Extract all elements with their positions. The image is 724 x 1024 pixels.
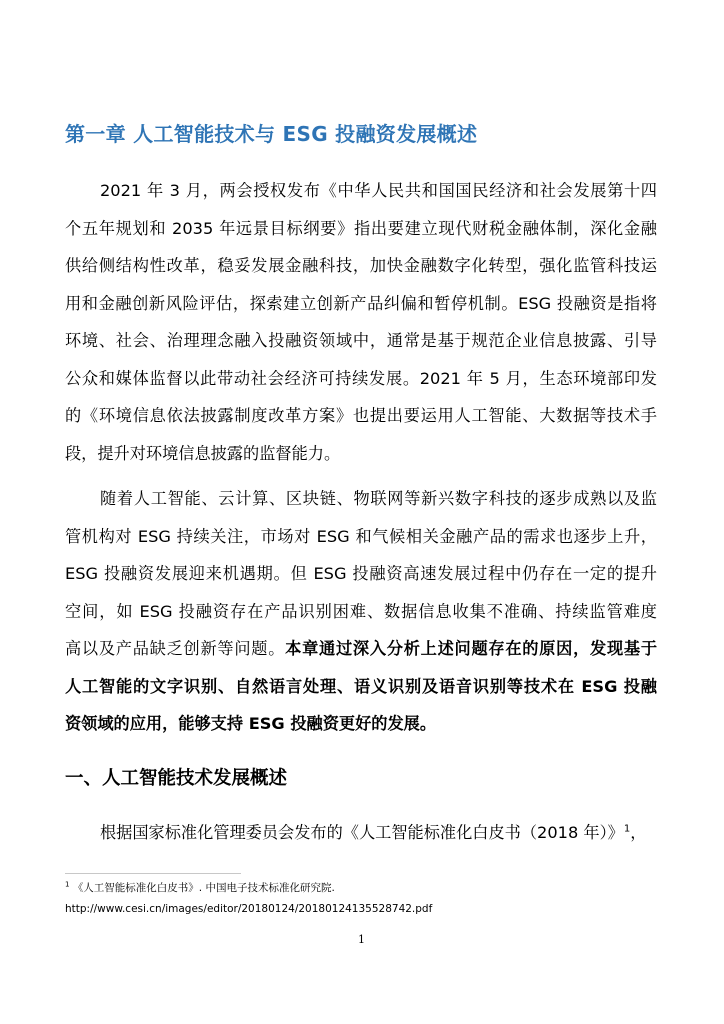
footnote-1 — [65, 880, 335, 895]
text-line — [65, 630, 657, 668]
bold-text: 本章通过深入分析上述问题存在的原因，发现基于 — [285, 639, 658, 658]
paragraph-3 — [65, 814, 657, 852]
section-heading: 一、人工智能技术发展概述 — [65, 768, 288, 789]
text: 管机构对 ESG 持续关注，市场对 ESG 和气候相关金融产品的需求也逐步上升， — [65, 526, 657, 546]
text-line — [65, 322, 657, 360]
text-line — [65, 172, 657, 210]
paragraph-3-text: 根据国家标准化管理委员会发布的《人工智能标准化白皮书（2018 年）》 — [100, 823, 624, 842]
punct: ， — [630, 823, 647, 842]
text-line — [65, 247, 657, 285]
page-number: 1 — [358, 933, 365, 946]
footnote-divider — [65, 873, 241, 874]
text-line — [65, 435, 657, 473]
text: 2021 年 3 月，两会授权发布《中华人民共和国国民经济和社会发展第十四 — [100, 181, 657, 200]
text: 段，提升对环境信息披露的监督能力。 — [65, 443, 341, 463]
footnote-text: 《人工智能标准化白皮书》. 中国电子技术标准化研究院. — [72, 882, 335, 894]
text: 空间，如 ESG 投融资存在产品识别困难、数据信息收集不准确、持续监管难度 — [65, 601, 657, 621]
text: 个五年规划和 2035 年远景目标纲要》指出要建立现代财税金融体制，深化金融 — [65, 218, 657, 238]
text: ESG 投融资发展迎来机遇期。但 ESG 投融资高速发展过程中仍存在一定的提升 — [65, 564, 657, 583]
chapter-title: 第一章 人工智能技术与 ESG 投融资发展概述 — [65, 122, 478, 146]
text-line — [65, 668, 657, 706]
paragraph-2 — [65, 480, 657, 743]
text: 高以及产品缺乏创新等问题。 — [65, 639, 286, 658]
text: 供给侧结构性改革，稳妥发展金融科技，加快金融数字化转型，强化监管科技运 — [65, 256, 657, 275]
footnote-url[interactable]: http://www.cesi.cn/images/editor/20180124/20180124135528742.pdf — [65, 903, 433, 915]
paragraph-1 — [65, 172, 657, 472]
footnote-ref[interactable]: 1 — [623, 823, 631, 835]
text-line — [65, 555, 657, 593]
text-line — [65, 360, 657, 398]
text-line — [65, 397, 657, 435]
text-line — [65, 705, 657, 743]
text-line — [65, 285, 657, 323]
text: 的《环境信息依法披露制度改革方案》也提出要运用人工智能、大数据等技术手 — [65, 406, 657, 425]
footnote-mark: 1 — [65, 880, 70, 889]
text: 环境、社会、治理理念融入投融资领域中，通常是基于规范企业信息披露、引导 — [65, 331, 657, 350]
text-line — [65, 480, 657, 518]
text: 用和金融创新风险评估，探索建立创新产品纠偏和暂停机制。ESG 投融资是指将 — [65, 293, 657, 313]
bold-text: 资领域的应用，能够支持 ESG 投融资更好的发展。 — [65, 714, 437, 733]
text: 公众和媒体监督以此带动社会经济可持续发展。2021 年 5 月，生态环境部印发 — [65, 368, 657, 388]
text-line — [65, 210, 657, 248]
text-line — [65, 593, 657, 631]
text: 随着人工智能、云计算、区块链、物联网等新兴数字科技的逐步成熟以及监 — [100, 489, 657, 508]
bold-text: 人工智能的文字识别、自然语言处理、语义识别及语音识别等技术在 ESG 投融 — [65, 676, 657, 696]
text-line — [65, 518, 657, 556]
